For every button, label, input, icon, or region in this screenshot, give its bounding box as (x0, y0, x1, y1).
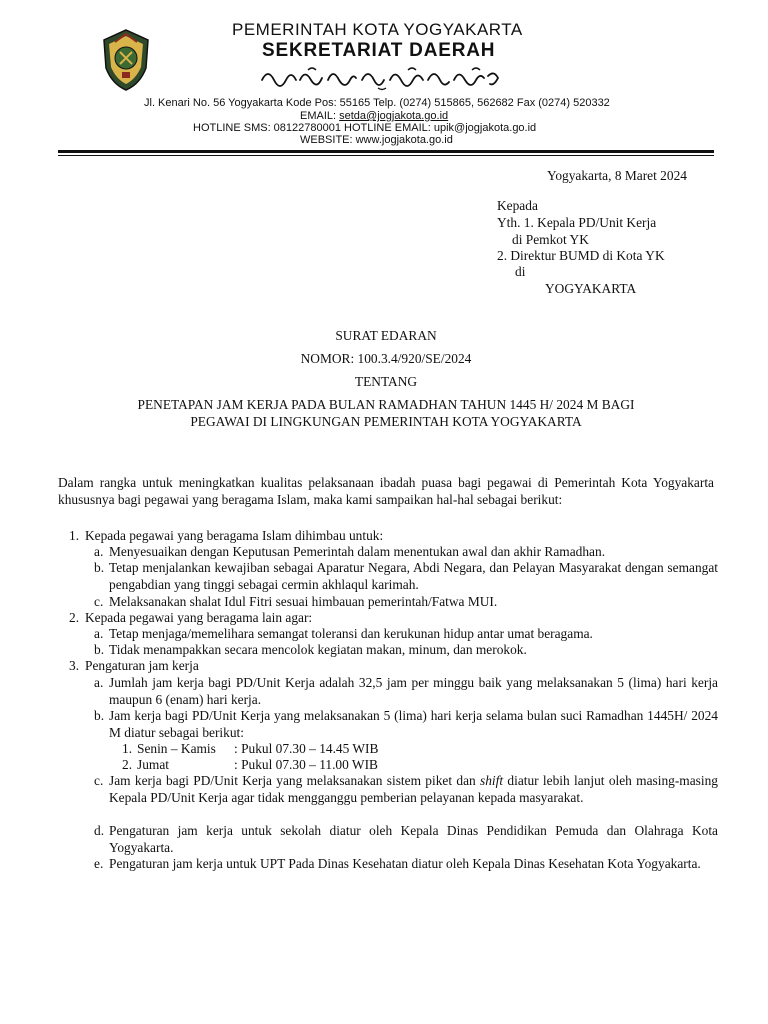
letter-subject-line-2: PEGAWAI DI LINGKUNGAN PEMERINTAH KOTA YOGYAKARTA (190, 414, 582, 429)
email-label: EMAIL: (300, 110, 340, 122)
schedule-1-number: 1. (122, 741, 133, 756)
letterhead-email-line (300, 110, 448, 122)
item-1b-text: Tetap menjalankan kewajiban sebagai Aparatur Negara, Abdi Negara, dan Pelayan Masyarakat dengan semangat pengabdian yang tinggi sebagai cermin akhlaqul karimah. (109, 560, 718, 592)
item-3c-text-part-1: Jam kerja bagi PD/Unit Kerja yang melaksanakan sistem piket dan (109, 773, 481, 788)
item-3d-text: Pengaturan jam kerja untuk sekolah diatur oleh Kepala Dinas Pendidikan Pemuda dan Olahraga Kota Yogyakarta. (109, 823, 718, 855)
item-3a-marker: a. (94, 675, 104, 690)
recipient-kepada: Kepada (497, 198, 538, 213)
schedule-1-day: Senin – Kamis (137, 741, 216, 756)
item-3b-text: Jam kerja bagi PD/Unit Kerja yang melaksanakan 5 (lima) hari kerja selama bulan suci Ramadhan 1445H/ 2024 M diatur sebagai berikut: (109, 708, 718, 740)
item-3d-marker: d. (94, 823, 105, 838)
recipient-line-3: 2. Direktur BUMD di Kota YK (497, 248, 665, 263)
item-2b-marker: b. (94, 642, 105, 657)
item-2a-text: Tetap menjaga/memelihara semangat toleransi dan kerukunan hidup antar umat beragama. (109, 626, 593, 641)
letter-subject-line-1: PENETAPAN JAM KERJA PADA BULAN RAMADHAN TAHUN 1445 H/ 2024 M BAGI (137, 397, 635, 412)
item-3-number: 3. (69, 658, 80, 673)
item-3-text: Pengaturan jam kerja (85, 658, 199, 673)
letterhead-office-name: SEKRETARIAT DAERAH (262, 40, 496, 61)
intro-paragraph: Dalam rangka untuk meningkatkan kualitas pelaksanaan ibadah puasa bagi pegawai di Pemerintah Kota Yogyakarta khususnya bagi pegawai yang beragama Islam, maka kami sampaikan hal-hal sebagai berikut: (58, 475, 714, 507)
item-3c-text-part-2: diatur lebih lanjut oleh masing-masing Kepala PD/Unit Kerja agar tidak mengganggu pemberian pelayanan kepada masyarakat. (109, 773, 718, 805)
date-line: Yogyakarta, 8 Maret 2024 (547, 168, 687, 183)
item-3a-text: Jumlah jam kerja bagi PD/Unit Kerja adalah 32,5 jam per minggu baik yang melaksanakan 5 (lima) hari kerja maupun 6 (enam) hari kerja. (109, 675, 718, 707)
item-1a-marker: a. (94, 544, 104, 559)
email-link[interactable]: setda@jogjakota.go.id (339, 110, 449, 122)
item-1a-text: Menyesuaikan dengan Keputusan Pemerintah dalam menentukan awal dan akhir Ramadhan. (109, 544, 606, 559)
item-1-number: 1. (69, 528, 80, 543)
city-emblem-logo (100, 28, 152, 92)
letterhead-government-name: PEMERINTAH KOTA YOGYAKARTA (232, 20, 523, 39)
item-3c-text (109, 772, 718, 806)
item-3c-marker: c. (94, 773, 104, 788)
recipient-city: YOGYAKARTA (545, 281, 637, 296)
item-1c-text: Melaksanakan shalat Idul Fitri sesuai himbauan pemerintah/Fatwa MUI. (109, 594, 498, 609)
item-3e-text: Pengaturan jam kerja untuk UPT Pada Dinas Kesehatan diatur oleh Kepala Dinas Kesehatan Kota Yogyakarta. (109, 856, 701, 871)
letterhead-address: Jl. Kenari No. 56 Yogyakarta Kode Pos: 55165 Telp. (0274) 515865, 562682 Fax (0274) 520332 (144, 97, 610, 109)
javanese-script-title (258, 62, 508, 92)
item-1b-marker: b. (94, 560, 105, 575)
letterhead-hotline: HOTLINE SMS: 08122780001 HOTLINE EMAIL: upik@jogjakota.go.id (193, 122, 537, 134)
item-2-text: Kepada pegawai yang beragama lain agar: (85, 610, 313, 625)
recipient-line-2: di Pemkot YK (512, 232, 589, 247)
schedule-2-day: Jumat (137, 757, 169, 772)
item-1c-marker: c. (94, 594, 104, 609)
letter-title: SURAT EDARAN (335, 328, 437, 343)
item-1-text: Kepada pegawai yang beragama Islam dihimbau untuk: (85, 528, 384, 543)
schedule-2-number: 2. (122, 757, 133, 772)
item-2b-text: Tidak menampakkan secara mencolok kegiatan makan, minum, dan merokok. (109, 642, 527, 657)
letter-about-label: TENTANG (354, 374, 418, 389)
letterhead-rule-thin (58, 155, 714, 156)
item-3e-marker: e. (94, 856, 104, 871)
item-2-number: 2. (69, 610, 80, 625)
item-2a-marker: a. (94, 626, 104, 641)
letterhead-website: WEBSITE: www.jogjakota.go.id (300, 134, 453, 146)
item-3b-marker: b. (94, 708, 105, 723)
letterhead-rule-thick (58, 150, 714, 153)
item-3c-italic-term: shift (480, 773, 504, 788)
schedule-2-time: : Pukul 07.30 – 11.00 WIB (234, 757, 378, 772)
schedule-1-time: : Pukul 07.30 – 14.45 WIB (234, 741, 379, 756)
recipient-line-4: di (515, 264, 526, 279)
recipient-line-1: Yth. 1. Kepala PD/Unit Kerja (497, 215, 657, 230)
letter-number: NOMOR: 100.3.4/920/SE/2024 (300, 351, 472, 366)
